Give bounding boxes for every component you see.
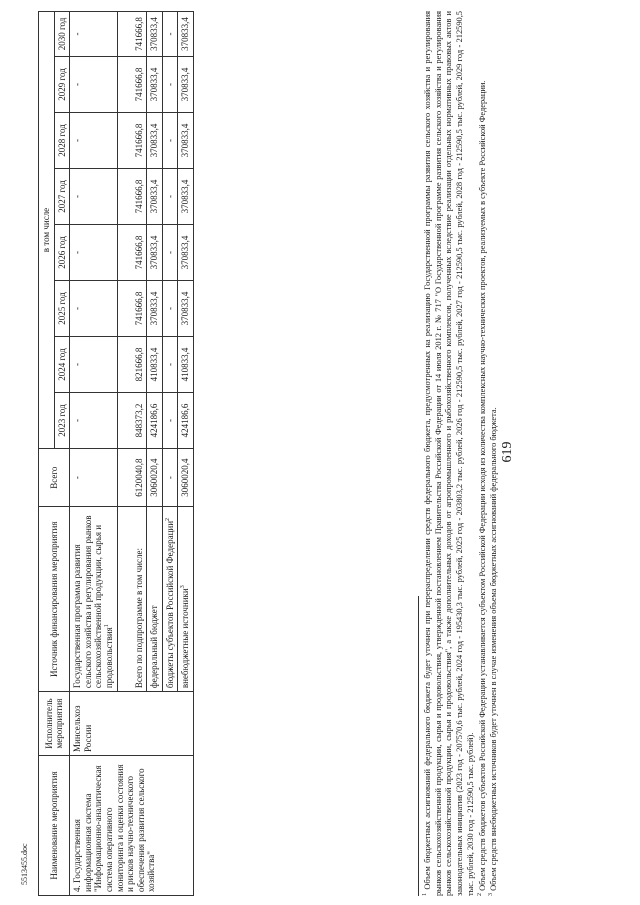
source-cell	[117, 507, 147, 692]
footnotes	[418, 11, 500, 896]
value-cell: -	[162, 393, 178, 449]
value-cell: 370833,4	[147, 56, 163, 112]
value-cell: -	[70, 12, 117, 57]
value-cell: -	[162, 112, 178, 168]
header-year: 2030 год	[54, 12, 70, 57]
table-row	[70, 12, 117, 896]
value-cell	[117, 393, 147, 449]
value-cell: -	[70, 393, 117, 449]
value: 741666,8	[133, 17, 144, 51]
total-cell	[117, 449, 147, 507]
source-cell	[70, 507, 117, 692]
footnote-mark: 1	[104, 624, 111, 628]
value: 741666,8	[133, 235, 144, 270]
document-id: 5513455.doc	[20, 843, 29, 885]
footnote-mark: 2	[164, 517, 171, 521]
value-cell: 370833,4	[178, 112, 194, 168]
value: 741666,8	[133, 123, 144, 158]
value-cell: -	[70, 56, 117, 112]
header-year: 2024 год	[54, 337, 70, 393]
footnote	[488, 11, 500, 896]
source-label: внебюджетные источники	[180, 588, 191, 689]
value-cell: 370833,4	[147, 168, 163, 224]
rotated-content	[38, 11, 498, 896]
value-cell: -	[162, 224, 178, 280]
value-cell: 370833,4	[147, 112, 163, 168]
source-cell	[178, 507, 194, 692]
value-cell	[117, 112, 147, 168]
header-name: Наименование мероприятия	[39, 755, 70, 895]
footnote-mark: 2	[476, 893, 483, 896]
value-cell: -	[162, 168, 178, 224]
value-cell: -	[162, 56, 178, 112]
value-cell: -	[162, 337, 178, 393]
row-number: 4.	[72, 885, 83, 892]
value-cell	[117, 12, 147, 57]
total-cell: 3060020,4	[147, 449, 163, 507]
value: 741666,8	[133, 291, 144, 326]
financing-table	[38, 11, 194, 896]
footnote	[422, 11, 477, 896]
header-year: 2025 год	[54, 280, 70, 336]
header-executor: Исполнитель мероприятия	[39, 692, 70, 756]
value-cell	[117, 337, 147, 393]
header-source: Источник финансирования мероприятия	[39, 507, 70, 692]
value-cell: -	[162, 12, 178, 57]
total-cell: -	[70, 449, 117, 507]
page-number: 619	[500, 441, 515, 463]
measure-cell	[70, 755, 194, 895]
value-cell: 424186,6	[147, 393, 163, 449]
value-cell: -	[70, 224, 117, 280]
value-cell: -	[70, 280, 117, 336]
footnote-text: Объем бюджетных ассигнований федерального бюджета будет уточнен при перераспределении средств федерального бюджета, предусмотренных на реализацию Государственной программы развития сельского хозяйства и регулирования рынков сельскохозяйственной продукции, сырья и продовольствия, утвержденной постановлением Правительства Российской Федерации от 14 июля 2012 г. № 717 "О Государственной программе развития сельского хозяйства и регулирования рынков сельскохозяйственной продукции, сырья и продовольствия", а также дополнительных доходов от агропромышленного и рыбохозяйственного комплексов, полученных вследствие реализации отдельных нормативных правовых актов и законодательных инициатив (2023 год - 207570,6 тыс. рублей, 2024 год - 195430,3 тыс. рублей, 2025 год - 203803,2 тыс. рублей, 2026 год - 212590,5 тыс. рублей, 2027 год - 212590,5 тыс. рублей, 2028 год - 212590,5 тыс. рублей, 2029 год - 212590,5 тыс. рублей, 2030 год - 212590,5 тыс. рублей).	[422, 11, 475, 896]
value-cell: 370833,4	[178, 224, 194, 280]
value-cell: -	[70, 168, 117, 224]
header-year: 2026 год	[54, 224, 70, 280]
value-cell: 370833,4	[147, 280, 163, 336]
value-cell: -	[70, 337, 117, 393]
value-cell	[117, 224, 147, 280]
value: 848373,2	[133, 403, 144, 438]
value-cell: 370833,4	[178, 56, 194, 112]
footnote-divider	[418, 596, 419, 896]
header-row-1	[39, 12, 55, 896]
source-cell	[162, 507, 178, 692]
header-year: 2028 год	[54, 112, 70, 168]
header-year: 2027 год	[54, 168, 70, 224]
total-cell: 3060020,4	[178, 449, 194, 507]
value-cell: 370833,4	[178, 280, 194, 336]
value-cell: 370833,4	[147, 224, 163, 280]
value-cell: 410833,4	[178, 337, 194, 393]
header-including: в том числе	[39, 12, 55, 449]
value-cell	[117, 168, 147, 224]
value-cell: 370833,4	[178, 12, 194, 57]
total-value: 6120040,8	[133, 458, 144, 497]
value-cell: -	[70, 112, 117, 168]
header-year: 2023 год	[54, 393, 70, 449]
source-label: бюджеты субъектов Российской Федерации	[164, 520, 175, 689]
footnote-text: Объем средств внебюджетных источников будет уточнен в случае изменения объема бюджетных ассигнований федерального бюджета.	[488, 407, 498, 891]
footnote-mark: 1	[422, 893, 428, 896]
footnote-text: Объем средств бюджетов субъектов Российской Федерации устанавливается субъектом Российской Федерации исходя из количества комплексных научно-технических проектов, реализуемых в субъекте Российской Федерации.	[477, 80, 487, 891]
executor-cell: Минсельхоз России	[70, 692, 194, 756]
measure-name: Государственная информационная система "Информационно-аналитическая система оперативного мониторинга и оценки состояния и рисков научно-технического обеспечения развития сельского хозяйства"	[72, 764, 157, 892]
value-cell	[117, 280, 147, 336]
footnote-mark: 3	[488, 893, 495, 896]
total-cell: -	[162, 449, 178, 507]
value-cell: 410833,4	[147, 337, 163, 393]
value: 741666,8	[133, 179, 144, 214]
value-cell	[117, 56, 147, 112]
footnote	[477, 11, 489, 896]
footnote-mark: 3	[180, 585, 187, 589]
value-cell: -	[162, 280, 178, 336]
header-total: Всего	[39, 449, 70, 507]
value-cell: 370833,4	[147, 12, 163, 57]
value-cell: 424186,6	[178, 393, 194, 449]
value-cell: 370833,4	[178, 168, 194, 224]
source-cell: федеральный бюджет	[147, 507, 163, 692]
value: 741666,8	[133, 67, 144, 102]
source-label: Всего по подпрограмме в том числе:	[133, 548, 144, 689]
source-label: Государственная программа развития сельского хозяйства и регулирования рынков сельскохозяйственной продукции, сырья и продовольствия	[72, 515, 115, 689]
header-year: 2029 год	[54, 56, 70, 112]
value: 821666,8	[133, 347, 144, 382]
